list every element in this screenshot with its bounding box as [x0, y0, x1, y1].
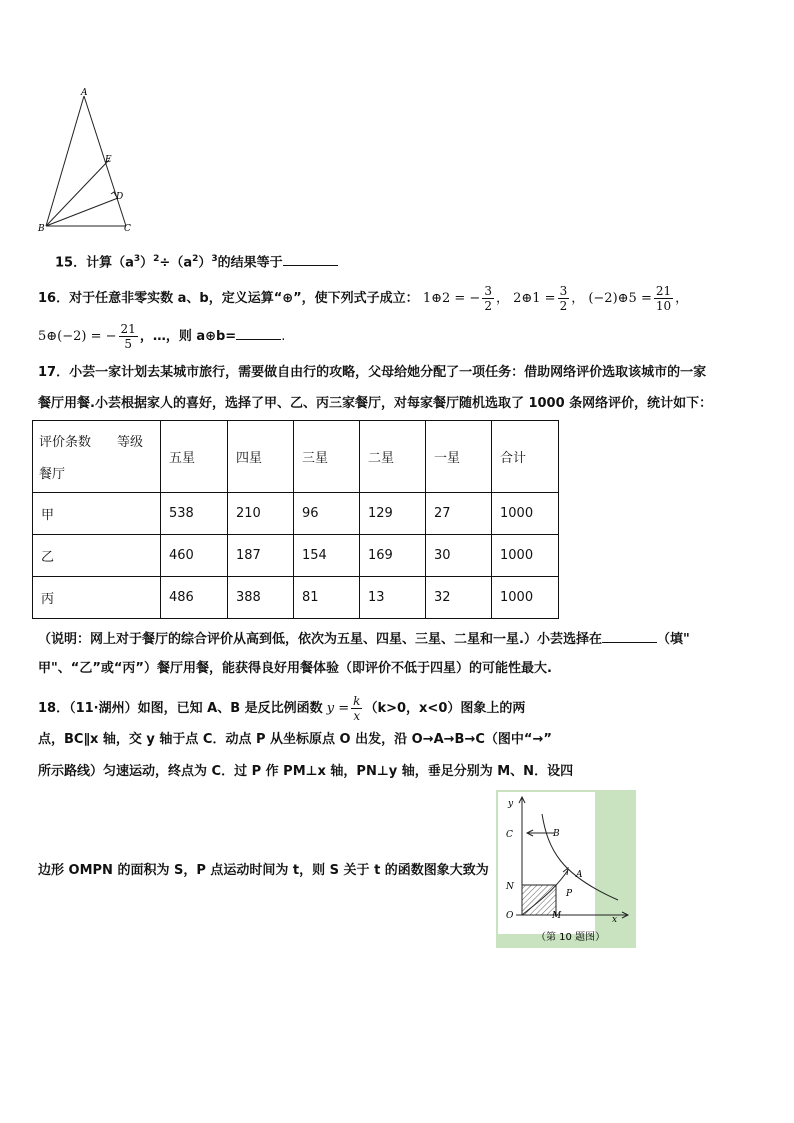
table-cell: 129 [360, 493, 426, 535]
fig-label-N: N [506, 882, 514, 892]
question-17-note1: （说明：网上对于餐厅的综合评价从高到低，依次为五星、四星、三星、二星和一星.）小芸选择在 （填" [38, 628, 690, 649]
figure-caption: （第 10 题图） [536, 932, 606, 943]
rating-table [32, 420, 559, 619]
table-header: 五星 [161, 421, 228, 493]
table-header: 三星 [294, 421, 360, 493]
fig-label-x: x [612, 915, 618, 925]
restaurant-name: 甲 [33, 493, 161, 535]
table-cell: 460 [161, 535, 228, 577]
table-cell: 13 [360, 577, 426, 619]
fig-label-A: A [576, 870, 583, 880]
table-header: 一星 [426, 421, 492, 493]
table-header: 合计 [492, 421, 559, 493]
fig-label-y: y [508, 799, 514, 809]
table-cell: 32 [426, 577, 492, 619]
label-A: A [81, 88, 88, 98]
table-cell: 96 [294, 493, 360, 535]
table-cell: 486 [161, 577, 228, 619]
table-header: 四星 [228, 421, 294, 493]
restaurant-name: 乙 [33, 535, 161, 577]
fig-label-O: O [506, 911, 514, 921]
question-17-line2: 餐厅用餐.小芸根据家人的喜好，选择了甲、乙、丙三家餐厅，对每家餐厅随机选取了 1000 条网络评价，统计如下： [38, 396, 713, 411]
table-cell: 1000 [492, 577, 559, 619]
table-row [33, 493, 559, 535]
question-15: 15．计算$(a^3)^2\div(a^2)^3$的结果等于 [55, 250, 338, 272]
table-cell: 388 [228, 577, 294, 619]
restaurant-name: 丙 [33, 577, 161, 619]
answer-blank-17[interactable] [602, 628, 657, 643]
label-B: B [38, 224, 45, 234]
table-row [33, 577, 559, 619]
answer-blank-15[interactable] [283, 251, 338, 266]
table-cell: 81 [294, 577, 360, 619]
table-cell: 538 [161, 493, 228, 535]
fig-label-B: B [553, 829, 560, 839]
label-D: D [116, 192, 124, 202]
table-cell: 1000 [492, 535, 559, 577]
fig-label-C: C [506, 830, 513, 840]
triangle-figure [36, 88, 136, 236]
question-17-line1: 17．小芸一家计划去某城市旅行，需要做自由行的攻略，父母给她分配了一项任务：借助网络评价选取该城市的一家 [38, 365, 707, 380]
question-18-line4: 边形 OMPN 的面积为 S，P 点运动时间为 t，则 S 关于 t 的函数图象大致为 [38, 863, 489, 878]
question-16-line2: 5⊕(−2) = − $\frac{21}{5}$ ，…，则 a⊕b= . [38, 322, 286, 351]
question-18-line2: 点，BC∥x 轴，交 y 轴于点 C．动点 P 从坐标原点 O 出发，沿 O→A→B→C（图中“→” [38, 732, 552, 747]
table-row [33, 535, 559, 577]
table-cell: 1000 [492, 493, 559, 535]
shaded-rectangle-OMPN [522, 885, 556, 915]
fig-label-P: P [566, 889, 573, 899]
question-17-note2: 甲"、“乙”或“丙”）餐厅用餐，能获得良好用餐体验（即评价不低于四星）的可能性最大. [38, 661, 552, 676]
table-cell: 210 [228, 493, 294, 535]
label-C: C [124, 224, 131, 234]
table-cell: 27 [426, 493, 492, 535]
question-18-line1: 18．（11·湖州）如图，已知 A、B 是反比例函数 y = $\frac{k}{x}$ （k>0，x<0）图象上的两 [38, 694, 526, 723]
table-cell: 169 [360, 535, 426, 577]
table-cell: 154 [294, 535, 360, 577]
answer-blank-16[interactable] [236, 325, 281, 340]
table-cell: 187 [228, 535, 294, 577]
table-header-row [33, 421, 559, 493]
table-cell: 30 [426, 535, 492, 577]
table-header: 二星 [360, 421, 426, 493]
fig-label-M: M [552, 911, 562, 921]
inverse-function-figure [496, 790, 636, 948]
table-corner-cell: 评价条数 等级 餐厅 [33, 421, 161, 493]
question-18-line3: 所示路线）匀速运动，终点为 C．过 P 作 PM⊥x 轴，PN⊥y 轴，垂足分别为 M、N．设四 [38, 764, 574, 779]
label-E: E [105, 155, 112, 165]
question-16: 16．对于任意非零实数 a、b，定义运算“⊕”，使下列式子成立： 1⊕2 = − $\frac{3}{2}$ ， 2⊕1 = $\frac{3}{2}$ ， (−2)⊕5 = $\frac{21}{10}$ ， [38, 284, 689, 313]
